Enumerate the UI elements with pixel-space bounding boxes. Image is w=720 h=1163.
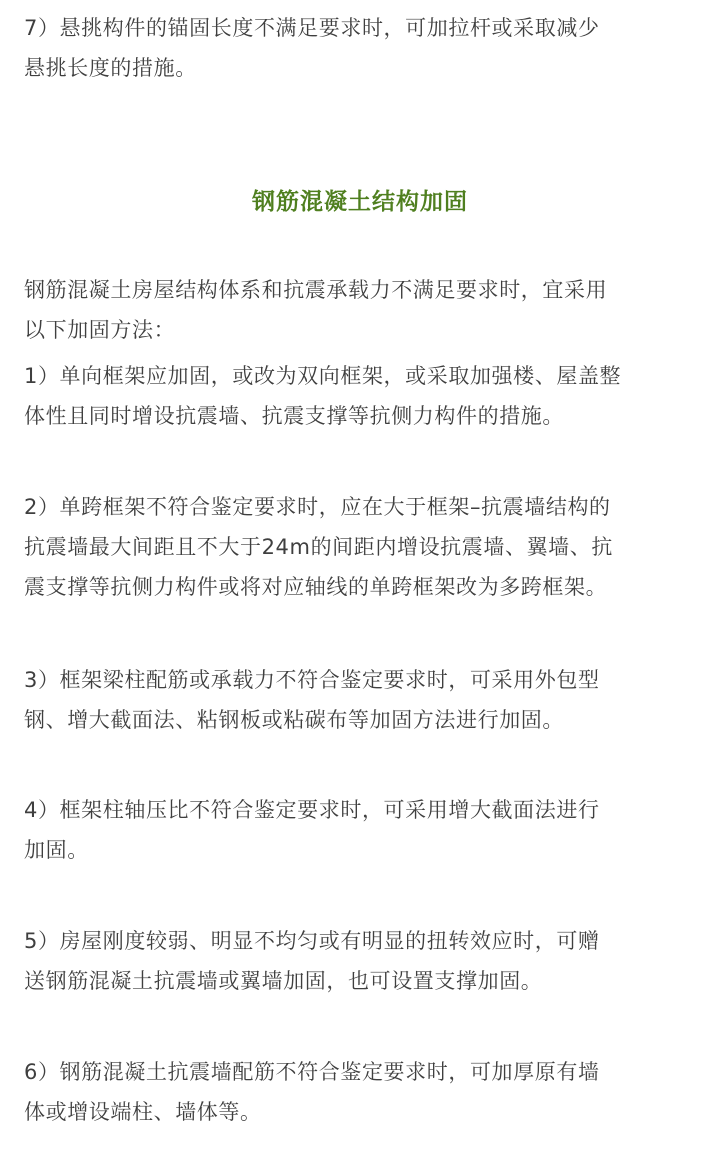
item-4-line-2: 加固。: [24, 838, 89, 862]
item-2-paragraph: [24, 487, 704, 607]
item-1-line-2: 体性且同时增设抗震墙、抗震支撑等抗侧力构件的措施。: [24, 404, 564, 428]
item-2-line-3: 震支撑等抗侧力构件或将对应轴线的单跨框架改为多跨框架。: [24, 575, 608, 599]
intro-paragraph: [24, 270, 704, 350]
item-5-line-1: 5）房屋刚度较弱、明显不均匀或有明显的扭转效应时，可赠: [24, 929, 600, 953]
intro-line-2: 以下加固方法：: [24, 318, 176, 342]
item-7-paragraph: [24, 8, 704, 88]
item-4-line-1: 4）框架柱轴压比不符合鉴定要求时，可采用增大截面法进行: [24, 798, 600, 822]
item-5-line-2: 送钢筋混凝土抗震墙或翼墙加固，也可设置支撑加固。: [24, 969, 543, 993]
item-3-paragraph: [24, 660, 704, 740]
item-2-line-1: 2）单跨框架不符合鉴定要求时，应在大于框架–抗震墙结构的: [24, 495, 611, 519]
item-7-line-2: 悬挑长度的措施。: [24, 56, 197, 80]
item-5-paragraph: [24, 921, 704, 1001]
item-6-line-1: 6）钢筋混凝土抗震墙配筋不符合鉴定要求时，可加厚原有墙: [24, 1060, 600, 1084]
item-1-paragraph: [24, 356, 704, 436]
item-6-paragraph: [24, 1052, 704, 1132]
item-1-line-1: 1）单向框架应加固，或改为双向框架，或采取加强楼、屋盖整: [24, 364, 622, 388]
item-6-line-2: 体或增设端柱、墙体等。: [24, 1100, 262, 1124]
intro-line-1: 钢筋混凝土房屋结构体系和抗震承载力不满足要求时，宜采用: [24, 278, 608, 302]
item-7-line-1: 7）悬挑构件的锚固长度不满足要求时，可加拉杆或采取减少: [24, 16, 600, 40]
section-heading: 钢筋混凝土结构加固: [252, 189, 468, 215]
item-2-line-2: 抗震墙最大间距且不大于24m的间距内增设抗震墙、翼墙、抗: [24, 535, 613, 559]
item-4-paragraph: [24, 790, 704, 870]
item-3-line-2: 钢、增大截面法、粘钢板或粘碳布等加固方法进行加固。: [24, 708, 564, 732]
item-3-line-1: 3）框架梁柱配筋或承载力不符合鉴定要求时，可采用外包型: [24, 668, 600, 692]
